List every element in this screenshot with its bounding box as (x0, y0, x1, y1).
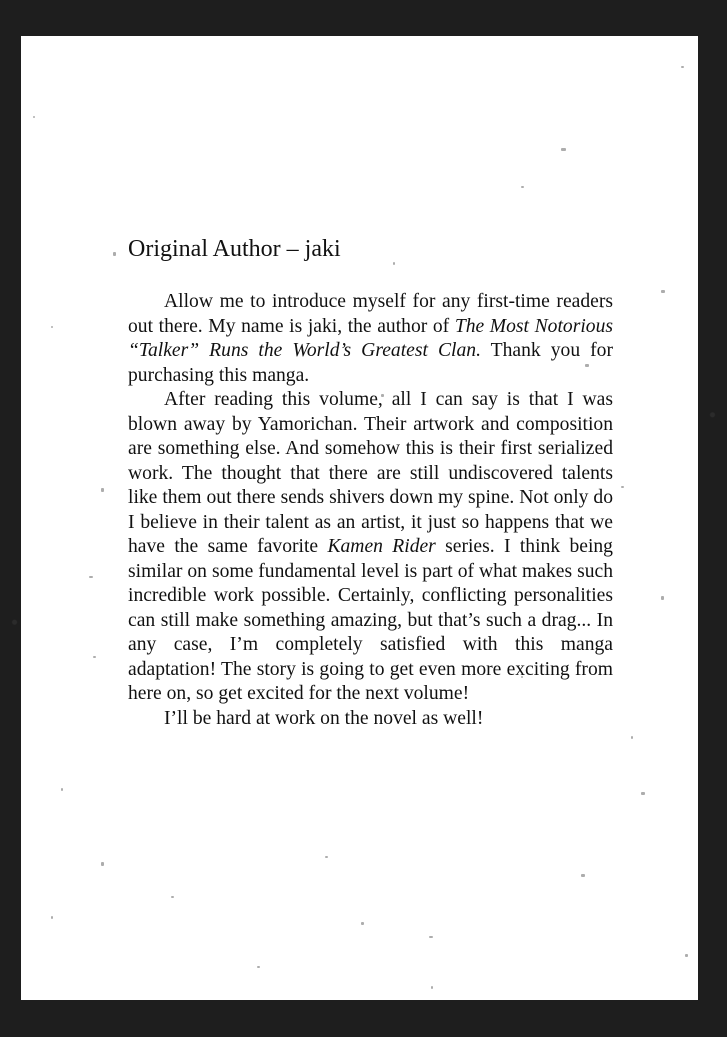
paper-speck (393, 262, 395, 265)
italic-title-text: Kamen Rider (327, 536, 436, 557)
paper-speck (429, 936, 433, 938)
paper-speck (641, 792, 645, 795)
paper-speck (661, 596, 664, 600)
afterword-body (128, 290, 613, 731)
paragraph-text: Allow me to introduce myself for any first-time readers out there. My name is jaki, the author of (128, 291, 613, 337)
paper-speck (51, 916, 53, 919)
paragraph-text: After reading this volume, all I can say is that I was blown away by Yamorichan. Their artwork and composition are something else. And somehow this is their first serialized work. The thought that there are still undiscovered talents like them out there sends shivers down my spine. Not only do I believe in their talent as an artist, it just so happens that we have the same favorite (128, 389, 613, 557)
paper-speck (51, 326, 53, 328)
paper-speck (257, 966, 260, 968)
paper-speck (113, 252, 116, 256)
paper-speck (661, 290, 665, 293)
book-page (21, 36, 698, 1000)
paper-speck (581, 874, 585, 877)
paper-speck (101, 862, 104, 866)
paper-speck (631, 736, 633, 739)
paper-speck (171, 896, 174, 898)
paper-speck (89, 576, 93, 578)
page-heading: Original Author – jaki (128, 236, 341, 262)
italic-title-text: The Most Notorious “Talker” Runs the World’s Greatest Clan. (128, 315, 613, 361)
paper-speck (685, 954, 688, 957)
paper-speck (325, 856, 328, 858)
paper-speck (561, 148, 566, 151)
paper-speck (431, 986, 433, 989)
paper-speck (93, 656, 96, 658)
paper-speck (621, 486, 624, 488)
paper-speck (361, 922, 364, 925)
paper-speck (33, 116, 35, 118)
paper-speck (681, 66, 684, 68)
paragraph-text: Thank you for purchasing this manga. (128, 340, 613, 386)
paragraph-text: series. I think being similar on some fundamental level is part of what makes such incredible work possible. Certainly, conflicting personalities can still make something amazing, but that’s such a drag... In any case, I’m completely satisfied with this manga adaptation! The story is going to get even more exciting from here on, so get excited for the next volume! (128, 536, 613, 704)
paragraph-text: I’ll be hard at work on the novel as well! (164, 707, 484, 729)
body-paragraph (128, 707, 613, 732)
body-paragraph (128, 290, 613, 388)
paper-speck (61, 788, 63, 791)
paper-speck (521, 186, 524, 188)
body-paragraph (128, 388, 613, 707)
paper-speck (101, 488, 104, 492)
